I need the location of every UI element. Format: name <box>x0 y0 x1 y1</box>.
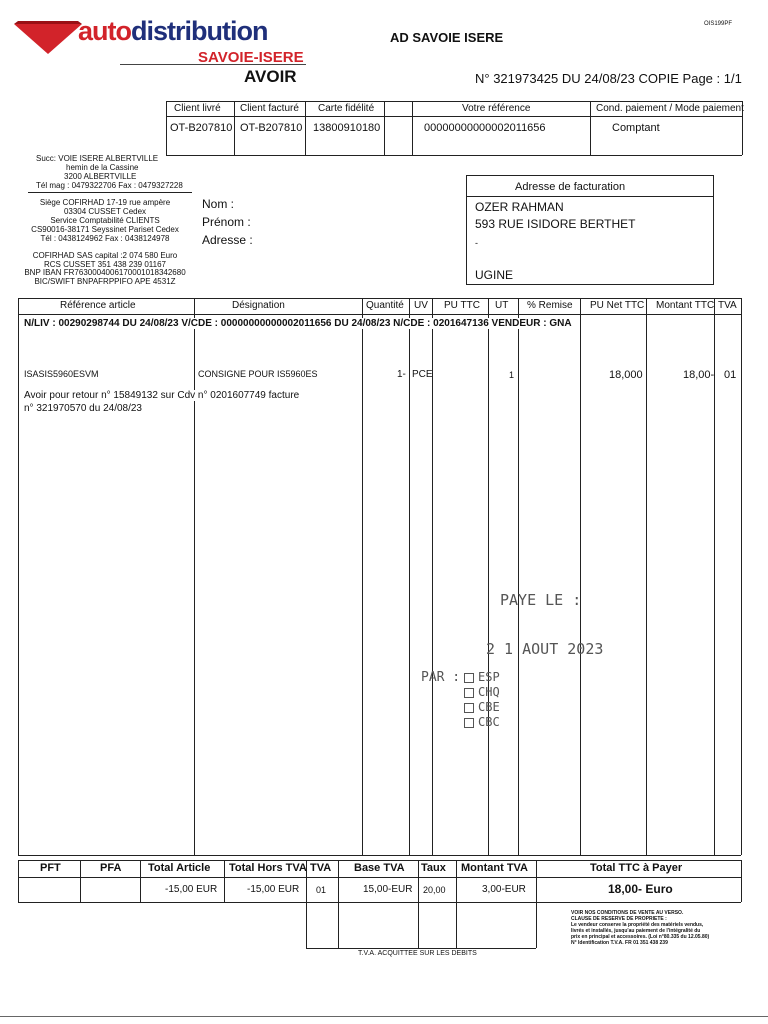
total-ht-value: -15,00 EUR <box>247 884 300 895</box>
condition-line: prix en principal et accessoires. (Loi n°80.335 du 12.05.80) <box>571 934 710 940</box>
hq-line: CS90016-38171 Seyssinet Pariset Cedex <box>31 225 179 234</box>
legal-line: RCS CUSSET 351 438 239 01167 <box>43 259 166 269</box>
billing-street: 593 RUE ISIDORE BERTHET <box>475 217 636 231</box>
stamp-paye-le: PAYE LE : <box>500 591 582 609</box>
votre-reference-value: 00000000000002011656 <box>424 122 546 134</box>
brand-region: SAVOIE-ISERE <box>198 49 304 66</box>
stamp-option: CBE <box>464 700 500 715</box>
branch-line: hemin de la Cassine <box>66 163 139 172</box>
branch-line: Succ: VOIE ISERE ALBERTVILLE <box>36 154 159 163</box>
billing-address-box <box>466 175 714 285</box>
condition-line: VOIR NOS CONDITIONS DE VENTE AU VERSO. <box>571 910 684 916</box>
legal-line: BIC/SWIFT BNPAFRPPIFO APE 4531Z <box>34 276 176 286</box>
agency-name: AD SAVOIE ISERE <box>390 30 504 45</box>
col-quantite: Quantité <box>366 300 404 311</box>
hq-line: Service Comptabilité CLIENTS <box>50 216 160 225</box>
col-uv: UV <box>414 300 428 311</box>
col-taux: Taux <box>421 862 446 874</box>
col-tva: TVA <box>718 300 737 311</box>
col-remise: % Remise <box>527 300 573 311</box>
col-total-article: Total Article <box>148 862 211 874</box>
montant-tva-value: 3,00-EUR <box>482 884 526 895</box>
legal-line: COFIRHAD SAS capital :2 074 580 Euro <box>32 251 178 260</box>
total-ttc-value: 18,00- Euro <box>608 882 673 896</box>
col-carte-fidelite: Carte fidélité <box>318 103 375 114</box>
stamp-option: CHQ <box>464 685 500 700</box>
col-pft: PFT <box>40 862 61 874</box>
col-client-facture: Client facturé <box>240 103 299 114</box>
stamp-date: 2 1 AOUT 2023 <box>486 640 604 658</box>
billing-city: UGINE <box>475 268 514 282</box>
col-tva: TVA <box>310 862 332 874</box>
hq-line: Siège COFIRHAD 17-19 rue ampère <box>39 198 171 207</box>
col-votre-reference: Votre référence <box>462 103 531 114</box>
legal-info <box>20 252 190 286</box>
hq-info <box>20 198 190 243</box>
branch-line: Tél mag : 0479322706 Fax : 0479327228 <box>36 181 183 190</box>
doc-number-line: N° 321973425 DU 24/08/23 COPIE Page : 1/1 <box>475 71 742 86</box>
item-uv: PCE <box>412 369 433 380</box>
label-nom: Nom : <box>202 197 235 211</box>
col-total-ttc: Total TTC à Payer <box>590 862 683 874</box>
logo-triangle-icon <box>12 20 84 56</box>
col-cond-paiement: Cond. paiement / Mode paiement <box>596 103 744 114</box>
billing-title: Adresse de facturation <box>515 181 626 193</box>
billing-name: OZER RAHMAN <box>475 200 564 214</box>
label-adresse: Adresse : <box>202 233 253 247</box>
col-reference: Référence article <box>60 300 136 311</box>
col-designation: Désignation <box>232 300 285 311</box>
branch-line: 3200 ALBERTVILLE <box>64 172 137 181</box>
label-prenom: Prénom : <box>202 215 251 229</box>
col-pu-ttc: PU TTC <box>444 300 480 311</box>
item-ut: 1 <box>509 370 515 380</box>
hq-line: Tél : 0438124962 Fax : 0438124978 <box>40 234 170 243</box>
form-code: OIS199PF <box>704 21 733 27</box>
col-total-ht: Total Hors TVA <box>229 862 307 874</box>
condition-line: CLAUSE DE RESERVE DE PROPRIETE : <box>571 916 667 922</box>
condition-line: livrés et installés, jusqu'au paiement de l'intégralité du <box>571 928 701 934</box>
tva-note: T.V.A. ACQUITTEE SUR LES DEBITS <box>358 950 477 957</box>
col-ut: UT <box>495 300 509 311</box>
checkbox-icon <box>464 688 474 698</box>
taux-value: 20,00 <box>423 885 446 895</box>
col-pfa: PFA <box>100 862 122 874</box>
item-quantity: 1- <box>397 369 406 380</box>
doc-type-title: AVOIR <box>244 67 297 86</box>
condition-line: N° Identification T.V.A. FR 01 351 438 239 <box>571 940 668 946</box>
col-base-tva: Base TVA <box>354 862 405 874</box>
hq-line: 03304 CUSSET Cedex <box>63 207 147 216</box>
brand-distribution: distribution <box>131 16 268 46</box>
item-note: n° 321970570 du 24/08/23 <box>24 403 142 414</box>
stamp-option: CBC <box>464 715 500 730</box>
col-pu-net: PU Net TTC <box>590 300 645 311</box>
checkbox-icon <box>464 718 474 728</box>
item-tva: 01 <box>724 369 737 381</box>
legal-line: BNP IBAN FR7630004006170001018342680 <box>24 268 186 277</box>
col-montant-ttc: Montant TTC <box>656 300 715 311</box>
cond-paiement-value: Comptant <box>612 122 660 134</box>
client-livre-value: OT-B207810 <box>170 122 233 134</box>
tva-code-value: 01 <box>316 885 327 895</box>
col-montant-tva: Montant TVA <box>461 862 529 874</box>
condition-line: Le vendeur conserve la propriété des matériels vendus, <box>571 922 704 928</box>
base-tva-value: 15,00-EUR <box>363 884 413 895</box>
item-montant: 18,00- <box>683 369 715 381</box>
stamp-par: PAR : <box>421 670 461 685</box>
carte-fidelite-value: 13800910180 <box>313 122 381 134</box>
checkbox-icon <box>464 703 474 713</box>
total-article-value: -15,00 EUR <box>165 884 218 895</box>
client-facture-value: OT-B207810 <box>240 122 303 134</box>
page-bottom-edge <box>0 1016 768 1017</box>
sale-conditions <box>571 910 709 946</box>
delivery-line: N/LIV : 00290298744 DU 24/08/23 V/CDE : 00000000000002011656 DU 24/08/23 N/CDE : 0201647136 VENDEUR : GNA <box>24 318 572 329</box>
brand-auto: auto <box>78 16 131 46</box>
item-note: Avoir pour retour n° 15849132 sur Cdv n° 0201607749 facture <box>24 390 300 401</box>
item-reference: ISASIS5960ESVM <box>24 369 99 379</box>
stamp-option: ESP <box>464 670 500 685</box>
col-client-livre: Client livré <box>174 103 221 114</box>
item-pu-net: 18,000 <box>609 369 643 381</box>
item-designation: CONSIGNE POUR IS5960ES <box>198 369 318 379</box>
logo <box>12 18 312 70</box>
checkbox-icon <box>464 673 474 683</box>
billing-extra: - <box>475 238 478 248</box>
